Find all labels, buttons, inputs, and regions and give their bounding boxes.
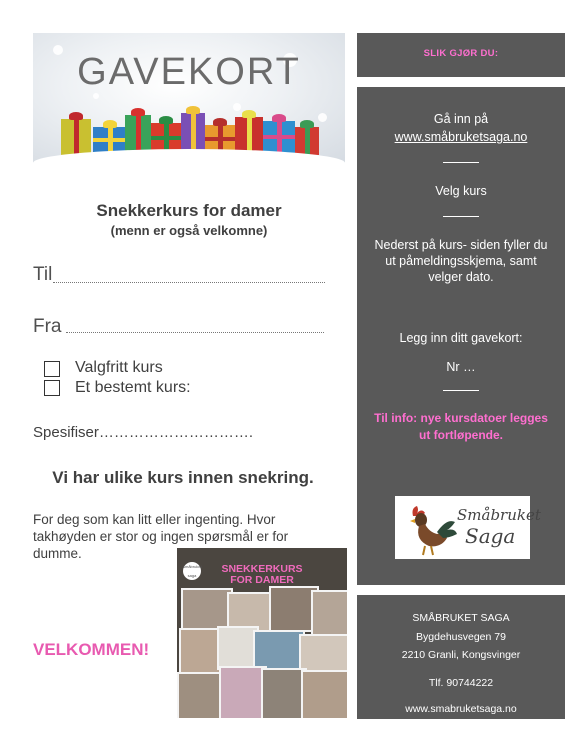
gift-box-icon (295, 127, 319, 155)
snowflake-decoration (318, 113, 327, 122)
instructions-panel (357, 87, 565, 585)
banner-title: GAVEKORT (77, 51, 301, 93)
collage-photo (311, 590, 347, 638)
option-checkbox-optional-course[interactable] (44, 361, 60, 377)
rooster-icon (399, 498, 459, 558)
gift-card-number: Nr … (446, 360, 476, 374)
course-photo-collage (177, 548, 347, 718)
logo-text-line1: Småbruket (457, 506, 541, 524)
step2-text: Velg kurs (435, 184, 487, 198)
step1-intro: Gå inn på (433, 112, 489, 126)
snowflake-decoration (233, 103, 241, 111)
body-text: For deg som kan litt eller ingenting. Hvor takhøyden er stor og ingen spørsmål er for dumme. (33, 512, 289, 561)
course-subtitle: (menn er også velkomne) (110, 223, 268, 238)
instructions-heading: SLIK GJØR DU: (423, 48, 499, 59)
collage-caption (177, 564, 347, 586)
address-city: 2210 Granli, Kongsvinger (401, 649, 521, 661)
from-label: Fra (33, 316, 62, 337)
instructions-header (357, 33, 565, 77)
step3-text: Nederst på kurs- siden fyller du ut påmeldingsskjema, samt velger dato. (374, 238, 548, 284)
gift-card-banner (33, 33, 345, 163)
info-note: Til info: nye kursdatoer legges ut fortløpende. (374, 411, 548, 442)
website-link[interactable]: www.småbruketsaga.no (394, 130, 528, 144)
specify-line[interactable]: Spesifiser…………………………. (33, 424, 254, 441)
company-name: SMÅBRUKET SAGA (412, 612, 510, 624)
small-logo: småbruket saga (183, 564, 202, 578)
step4-text: Legg inn ditt gavekort: (399, 331, 523, 345)
address-street: Bygdehusvegen 79 (416, 631, 506, 643)
collage-caption-line1: SNEKKERKURS (221, 563, 303, 575)
logo-text-line2: Saga (465, 524, 516, 548)
option-checkbox-specific-course[interactable] (44, 380, 60, 396)
collage-photo (177, 672, 225, 718)
collage-caption-line2: FOR DAMER (230, 574, 294, 586)
separator (443, 162, 479, 163)
from-field[interactable] (66, 332, 324, 333)
collage-photo (219, 666, 267, 718)
contact-footer (357, 595, 565, 719)
variety-heading: Vi har ulike kurs innen snekring. (52, 468, 314, 487)
separator (443, 216, 479, 217)
welcome-text: VELKOMMEN! (33, 640, 150, 659)
option-label-specific-course: Et bestemt kurs: (75, 379, 191, 396)
collage-photo (301, 670, 347, 718)
option-label-optional-course: Valgfritt kurs (75, 359, 163, 376)
footer-website-link[interactable]: www.smabruketsaga.no (405, 703, 517, 715)
smabruket-saga-logo (395, 496, 541, 559)
gift-box-icon (61, 119, 91, 155)
separator (443, 390, 479, 391)
to-field[interactable] (53, 282, 325, 283)
to-label: Til (33, 264, 53, 285)
gift-box-icon (263, 121, 295, 155)
course-title: Snekkerkurs for damer (96, 201, 282, 220)
phone-number: Tlf. 90744222 (428, 677, 494, 689)
